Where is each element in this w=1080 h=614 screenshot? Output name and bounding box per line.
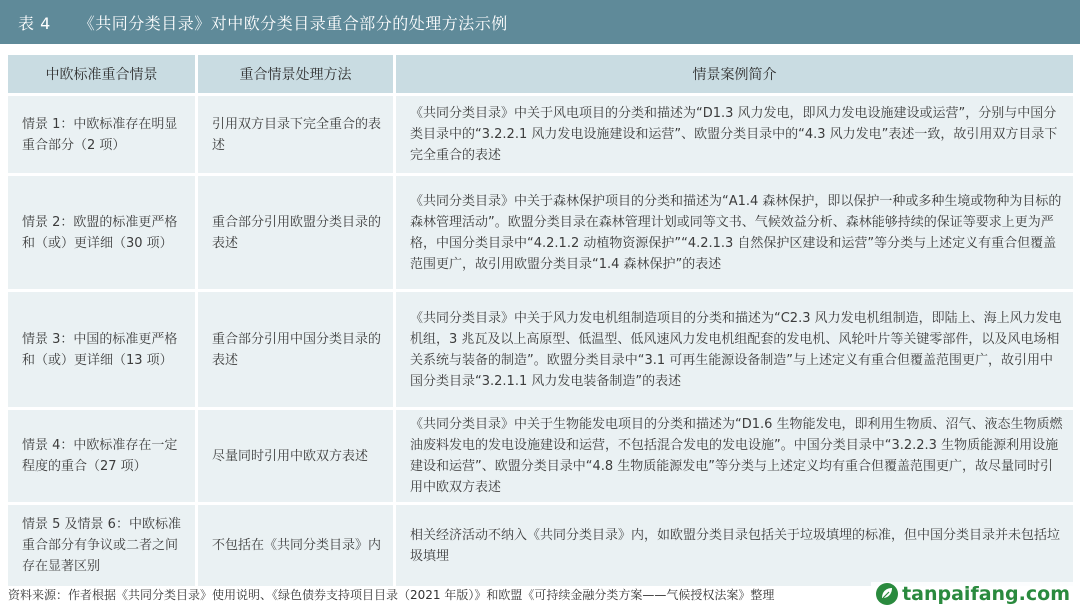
scenario-cell: 情景 3：中国的标准更严格和（或）更详细（13 项）: [8, 289, 198, 407]
source-note: 资料来源：作者根据《共同分类目录》使用说明、《绿色债券支持项目目录（2021 年版）》和欧盟《可持续金融分类方案——气候授权法案》整理: [8, 588, 775, 602]
method-cell: 引用双方目录下完全重合的表述: [198, 93, 396, 173]
table-header-row: [8, 55, 1073, 93]
comparison-table: [8, 55, 1073, 586]
column-header-scenario: 中欧标准重合情景: [8, 55, 198, 93]
scenario-cell: 情景 2：欧盟的标准更严格和（或）更详细（30 项）: [8, 173, 198, 289]
column-header-case: 情景案例简介: [396, 55, 1073, 93]
column-header-method: 重合情景处理方法: [198, 55, 396, 93]
table-row: [8, 173, 1073, 289]
case-cell: 相关经济活动不纳入《共同分类目录》内，如欧盟分类目录包括关于垃圾填埋的标准，但中国分类目录并未包括垃圾填埋: [396, 502, 1073, 586]
method-cell: 重合部分引用欧盟分类目录的表述: [198, 173, 396, 289]
leaf-logo-icon: [875, 582, 899, 606]
table-row: [8, 407, 1073, 502]
case-cell: 《共同分类目录》中关于生物能发电项目的分类和描述为“D1.6 生物能发电，即利用生物质、沼气、液态生物质燃油废料发电的发电设施建设和运营，不包括混合发电的发电设施”。中国分类目录中“3.2.2.3 生物质能源利用设施建设和运营”、欧盟分类目录中“4.8 生物质能源发电”等分类与上述定义均有重合但覆盖范围更广，故尽量同时引用中欧双方表述: [396, 407, 1073, 502]
method-cell: 尽量同时引用中欧双方表述: [198, 407, 396, 502]
table-row: [8, 502, 1073, 586]
scenario-cell: 情景 1：中欧标准存在明显重合部分（2 项）: [8, 93, 198, 173]
case-cell: 《共同分类目录》中关于森林保护项目的分类和描述为“A1.4 森林保护，即以保护一种或多种生境或物种为目标的森林管理活动”。欧盟分类目录在森林管理计划或同等文书、气候效益分析、森林能够持续的保证等要求上更为严格，中国分类目录中“4.2.1.2 动植物资源保护”“4.2.1.3 自然保护区建设和运营”等分类与上述定义有重合但覆盖范围更广，故引用欧盟分类目录“1.4 森林保护”的表述: [396, 173, 1073, 289]
method-cell: 重合部分引用中国分类目录的表述: [198, 289, 396, 407]
table-row: [8, 289, 1073, 407]
table-title-bar: [0, 0, 1080, 44]
table-number: 表 4: [18, 13, 51, 33]
watermark[interactable]: [871, 582, 1074, 606]
table-row: [8, 93, 1073, 173]
case-cell: 《共同分类目录》中关于风电项目的分类和描述为“D1.3 风力发电，即风力发电设施建设或运营”，分别与中国分类目录中的“3.2.2.1 风力发电设施建设和运营”、欧盟分类目录中的“4.3 风力发电”表述一致，故引用双方目录下完全重合的表述: [396, 93, 1073, 173]
scenario-cell: 情景 5 及情景 6：中欧标准重合部分有争议或二者之间存在显著区别: [8, 502, 198, 586]
method-cell: 不包括在《共同分类目录》内: [198, 502, 396, 586]
table-title: 《共同分类目录》对中欧分类目录重合部分的处理方法示例: [78, 13, 508, 33]
case-cell: 《共同分类目录》中关于风力发电机组制造项目的分类和描述为“C2.3 风力发电机组制造，即陆上、海上风力发电机组，3 兆瓦及以上高原型、低温型、低风速风力发电机组配套的发电机、风轮叶片等关键零部件，以及风电场相关系统与装备的制造”。欧盟分类目录中“3.1 可再生能源设备制造”与上述定义有重合但覆盖范围更广，故引用中国分类目录“3.2.1.1 风力发电装备制造”的表述: [396, 289, 1073, 407]
watermark-text: tanpaifang.com: [902, 583, 1070, 605]
scenario-cell: 情景 4：中欧标准存在一定程度的重合（27 项）: [8, 407, 198, 502]
